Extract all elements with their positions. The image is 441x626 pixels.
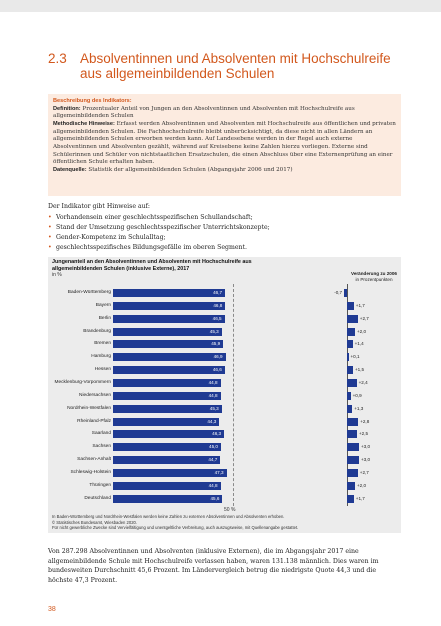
bar bbox=[113, 340, 223, 348]
category-label: Baden-Württemberg bbox=[67, 290, 111, 295]
change-value-label: +1,7 bbox=[355, 495, 365, 501]
category-label: Niedersachsen bbox=[79, 392, 111, 398]
change-value-label: +1,5 bbox=[355, 367, 365, 373]
method-label: Methodische Hinweise: bbox=[53, 120, 115, 127]
chart-footnotes bbox=[52, 514, 397, 531]
bar bbox=[113, 469, 227, 477]
bullet-icon: • bbox=[48, 234, 52, 241]
change-value-label: +2,5 bbox=[359, 431, 369, 437]
change-bar bbox=[347, 379, 357, 387]
bar-value-label: 45,0 bbox=[209, 444, 218, 450]
bar bbox=[113, 418, 219, 426]
list-item-text: Stand der Umsetzung geschlechtsspezifischer Unterrichtskonzepte; bbox=[56, 224, 270, 231]
change-bar bbox=[347, 495, 354, 503]
change-value-label: +2,8 bbox=[360, 418, 370, 424]
footnote: © Statistisches Bundesamt, Wiesbaden 2020. bbox=[52, 519, 138, 525]
definition-text: Prozentualer Anteil von Jungen an den Absolventinnen und Absolventen mit Hochschulreife aus allgemeinbildenden Schulen bbox=[53, 105, 355, 120]
bar-value-label: 45,3 bbox=[209, 405, 219, 411]
list-item-text: Vorhandensein einer geschlechtsspezifischen Schullandschaft; bbox=[56, 214, 253, 221]
bar-value-label: 46,3 bbox=[212, 431, 222, 437]
category-label: Mecklenburg-Vorpommern bbox=[54, 379, 111, 385]
change-value-label: +2,7 bbox=[359, 315, 369, 321]
chart-unit: in % bbox=[52, 272, 62, 278]
bar bbox=[113, 328, 222, 336]
category-label: Brandenburg bbox=[83, 328, 111, 334]
change-value-label: +3,0 bbox=[361, 457, 371, 463]
bar bbox=[113, 443, 221, 451]
change-bar bbox=[347, 328, 355, 336]
data-source bbox=[53, 167, 397, 175]
bar-value-label: 45,3 bbox=[209, 328, 219, 334]
bar-value-label: 45,9 bbox=[211, 341, 221, 347]
bar-value-label: 46,5 bbox=[212, 315, 222, 321]
source-label: Datenquelle: bbox=[53, 166, 87, 173]
bar-value-label: 44,8 bbox=[208, 392, 218, 398]
change-value-label: +2,4 bbox=[358, 379, 368, 385]
list-item-text: Gender-Kompetenz im Schulalltag; bbox=[56, 234, 166, 241]
category-label: Saarland bbox=[91, 431, 111, 437]
list-item bbox=[48, 213, 270, 223]
change-value-label: +1,3 bbox=[354, 405, 364, 411]
change-bar bbox=[347, 418, 358, 426]
category-label: Hamburg bbox=[91, 354, 111, 360]
bar bbox=[113, 392, 221, 400]
category-label: Schleswig-Holstein bbox=[70, 469, 111, 475]
change-bar bbox=[347, 405, 352, 413]
category-label: Bremen bbox=[94, 341, 111, 347]
category-label: Nordrhein-Westfalen bbox=[67, 405, 111, 411]
change-bar bbox=[347, 340, 353, 348]
bullet-icon: • bbox=[48, 224, 52, 231]
change-bar bbox=[347, 366, 353, 374]
change-value-label: +2,0 bbox=[357, 328, 367, 334]
reference-label: 50 % bbox=[224, 507, 236, 513]
footnote: In Baden-Württemberg und Nordrhein-Westfalen werden keine Zahlen zu externen Absolventinnen und Absolventen erhoben. bbox=[52, 514, 285, 519]
change-bar bbox=[347, 315, 358, 323]
change-value-label: +1,4 bbox=[354, 341, 364, 347]
bar-value-label: 46,7 bbox=[213, 290, 223, 295]
change-value-label: +0,9 bbox=[352, 392, 362, 398]
change-bar bbox=[347, 456, 359, 464]
bar bbox=[113, 289, 225, 297]
category-label: Bayern bbox=[95, 302, 111, 308]
top-bar bbox=[0, 0, 441, 12]
definition bbox=[53, 106, 397, 121]
section-number: 2.3 bbox=[48, 51, 67, 66]
change-title: Veränderung zu 2006 bbox=[351, 271, 397, 276]
bar-value-label: 44,7 bbox=[208, 457, 218, 463]
category-label: Rheinland-Pfalz bbox=[77, 418, 111, 424]
bar-value-label: 45,6 bbox=[210, 495, 220, 501]
bar bbox=[113, 366, 225, 374]
section-title-line2: aus allgemeinbildenden Schulen bbox=[80, 66, 275, 81]
change-value-label: +2,0 bbox=[357, 482, 367, 488]
category-label: Thüringen bbox=[89, 482, 111, 488]
change-bar bbox=[347, 302, 354, 310]
bar-value-label: 44,8 bbox=[208, 379, 218, 385]
change-unit: in Prozentpunkten bbox=[355, 277, 393, 282]
bar-chart bbox=[48, 257, 401, 533]
definition-label: Definition: bbox=[53, 105, 81, 112]
chart-title: Jungenanteil an den Absolventinnen und Absolventen mit Hochschulreife aus allgemeinbildenden Schulen (inklusive Externe), 2017 bbox=[52, 259, 252, 272]
bar-value-label: 46,8 bbox=[213, 302, 223, 308]
bar bbox=[113, 379, 221, 387]
method-notes bbox=[53, 121, 397, 167]
bar bbox=[113, 456, 220, 464]
change-value-label: -0,7 bbox=[334, 290, 343, 295]
change-bar bbox=[344, 289, 347, 297]
intro-text: Der Indikator gibt Hinweise auf: bbox=[48, 203, 150, 210]
change-bar bbox=[347, 353, 349, 361]
source-text: Statistik der allgemeinbildenden Schulen (Abgangsjahr 2006 und 2017) bbox=[86, 166, 293, 173]
bar-value-label: 44,8 bbox=[208, 482, 218, 488]
box-title: Beschreibung des Indikators: bbox=[53, 98, 132, 104]
bullet-icon: • bbox=[48, 244, 52, 251]
bar-value-label: 46,9 bbox=[213, 354, 223, 360]
bar bbox=[113, 353, 226, 361]
bar bbox=[113, 315, 225, 323]
category-label: Berlin bbox=[98, 315, 111, 321]
category-label: Sachsen-Anhalt bbox=[77, 457, 111, 463]
bar bbox=[113, 302, 225, 310]
change-bar bbox=[347, 392, 351, 400]
list-item bbox=[48, 243, 270, 253]
change-bar bbox=[347, 482, 355, 490]
category-label: Hessen bbox=[94, 367, 111, 373]
change-value-label: +2,7 bbox=[359, 469, 369, 475]
change-bar bbox=[347, 469, 358, 477]
bar bbox=[113, 405, 222, 413]
list-item bbox=[48, 233, 270, 243]
change-bar bbox=[347, 443, 359, 451]
bar bbox=[113, 430, 224, 438]
list-item bbox=[48, 223, 270, 233]
section-heading bbox=[48, 51, 418, 81]
bar bbox=[113, 495, 222, 503]
body-paragraph: Von 287.298 Absolventinnen und Absolventen (inklusive Externen), die im Abgangsjahr 2017 eine allgemeinbildende Schule mit Hochschulreife verlassen haben, waren 131.138 männlich. Dies waren im bundesweiten Durchschnitt 45,6 Prozent. Im Ländervergleich betrug die niedrigste Quote 44,3 und die höchste 47,3 Prozent. bbox=[48, 548, 379, 584]
bullet-list bbox=[48, 213, 270, 253]
change-value-label: +1,7 bbox=[355, 302, 365, 308]
category-label: Deutschland bbox=[84, 495, 111, 501]
reference-line bbox=[233, 284, 234, 506]
indicator-description-box bbox=[48, 94, 401, 196]
list-item-text: geschlechtsspezifisches Bildungsgefälle im oberen Segment. bbox=[56, 244, 247, 251]
bullet-icon: • bbox=[48, 214, 52, 221]
page-number: 38 bbox=[48, 606, 56, 613]
change-bar bbox=[347, 430, 357, 438]
change-value-label: +0,1 bbox=[350, 354, 360, 360]
bar-value-label: 47,3 bbox=[214, 469, 224, 475]
method-text: Erfasst werden Absolventinnen und Absolventen mit Hochschulreife aus öffentlichen und privaten allgemeinbildenden Schulen. Die Fachhochschulreife bleibt unberücksichtigt, da diese nicht in allen Ländern an allgemeinbildenden Schulen erworben werden kann. Auf Landesebene werden in der Regel auch externe Absolventinnen und Absolventen gezählt, während auf Kreisebene keine Zahlen hierzu vorliegen. Externe sind Schülerinnen und Schüler von nichtstaatlichen Ersatzschulen, die einen Abschluss über eine Externenprüfung an einer öffentlichen Schule erhalten haben. bbox=[53, 120, 396, 166]
section-title-line1: Absolventinnen und Absolventen mit Hochschulreife bbox=[80, 51, 391, 66]
bar bbox=[113, 482, 221, 490]
footnote: Für nicht gewerbliche Zwecke sind Vervielfältigung und unentgeltliche Verbreitung, auch auszugsweise, mit Quellenangabe gestattet. bbox=[52, 525, 299, 531]
change-value-label: +3,0 bbox=[361, 444, 371, 450]
bar-value-label: 44,3 bbox=[207, 418, 217, 424]
category-label: Sachsen bbox=[92, 444, 111, 450]
bar-value-label: 46,6 bbox=[212, 367, 222, 373]
change-header bbox=[344, 271, 404, 283]
